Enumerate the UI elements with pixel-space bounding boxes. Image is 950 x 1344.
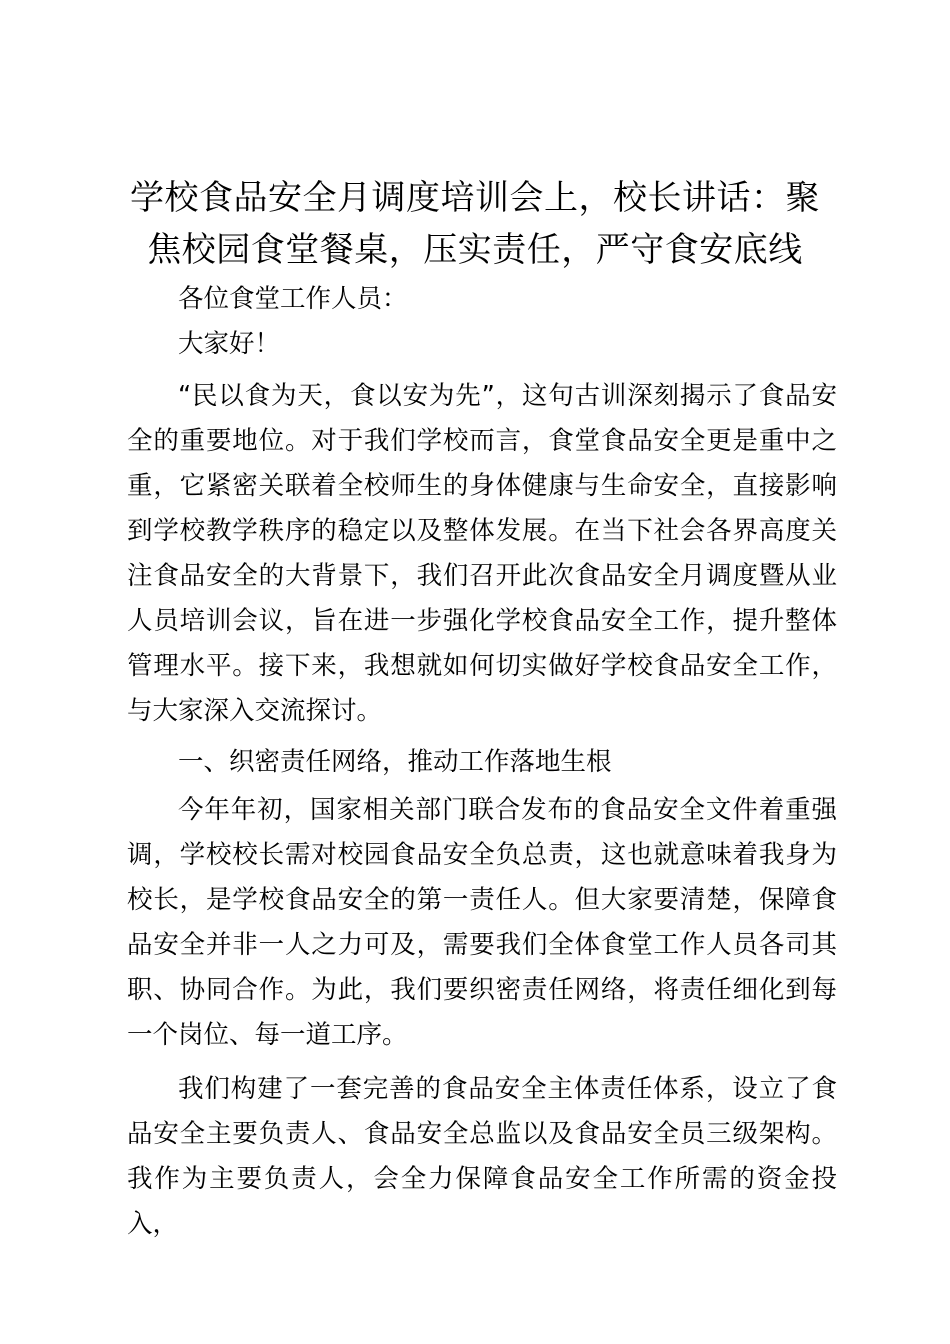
document-body (127, 277, 837, 1247)
paragraph-intro: “民以食为天，食以安为先”，这句古训深刻揭示了食品安全的重要地位。对于我们学校而言，食堂食品安全更是重中之重，它紧密关联着全校师生的身体健康与生命安全，直接影响到学校教学秩序的稳定以及整体发展。在当下社会各界高度关注食品安全的大背景下，我们召开此次食品安全月调度暨从业人员培训会议，旨在进一步强化学校食品安全工作，提升整体管理水平。接下来，我想就如何切实做好学校食品安全工作，与大家深入交流探讨。 (127, 381, 837, 726)
paragraph-system: 我们构建了一套完善的食品安全主体责任体系，设立了食品安全主要负责人、食品安全总监以及食品安全员三级架构。我作为主要负责人，会全力保障食品安全工作所需的资金投入， (127, 1074, 837, 1239)
greeting: 大家好！ (178, 329, 281, 359)
section-heading: 一、织密责任网络，推动工作落地生根 (178, 747, 612, 777)
paragraph-responsibility: 今年年初，国家相关部门联合发布的食品安全文件着重强调，学校校长需对校园食品安全负总责，这也就意味着我身为校长，是学校食品安全的第一责任人。但大家要清楚，保障食品安全并非一人之力可及，需要我们全体食堂工作人员各司其职、协同合作。为此，我们要织密责任网络，将责任细化到每一个岗位、每一道工序。 (127, 795, 837, 1050)
document-title: 学校食品安全月调度培训会上，校长讲话：聚焦校园食堂餐桌，压实责任，严守食安底线 (130, 178, 820, 270)
salutation: 各位食堂工作人员： (178, 284, 408, 314)
